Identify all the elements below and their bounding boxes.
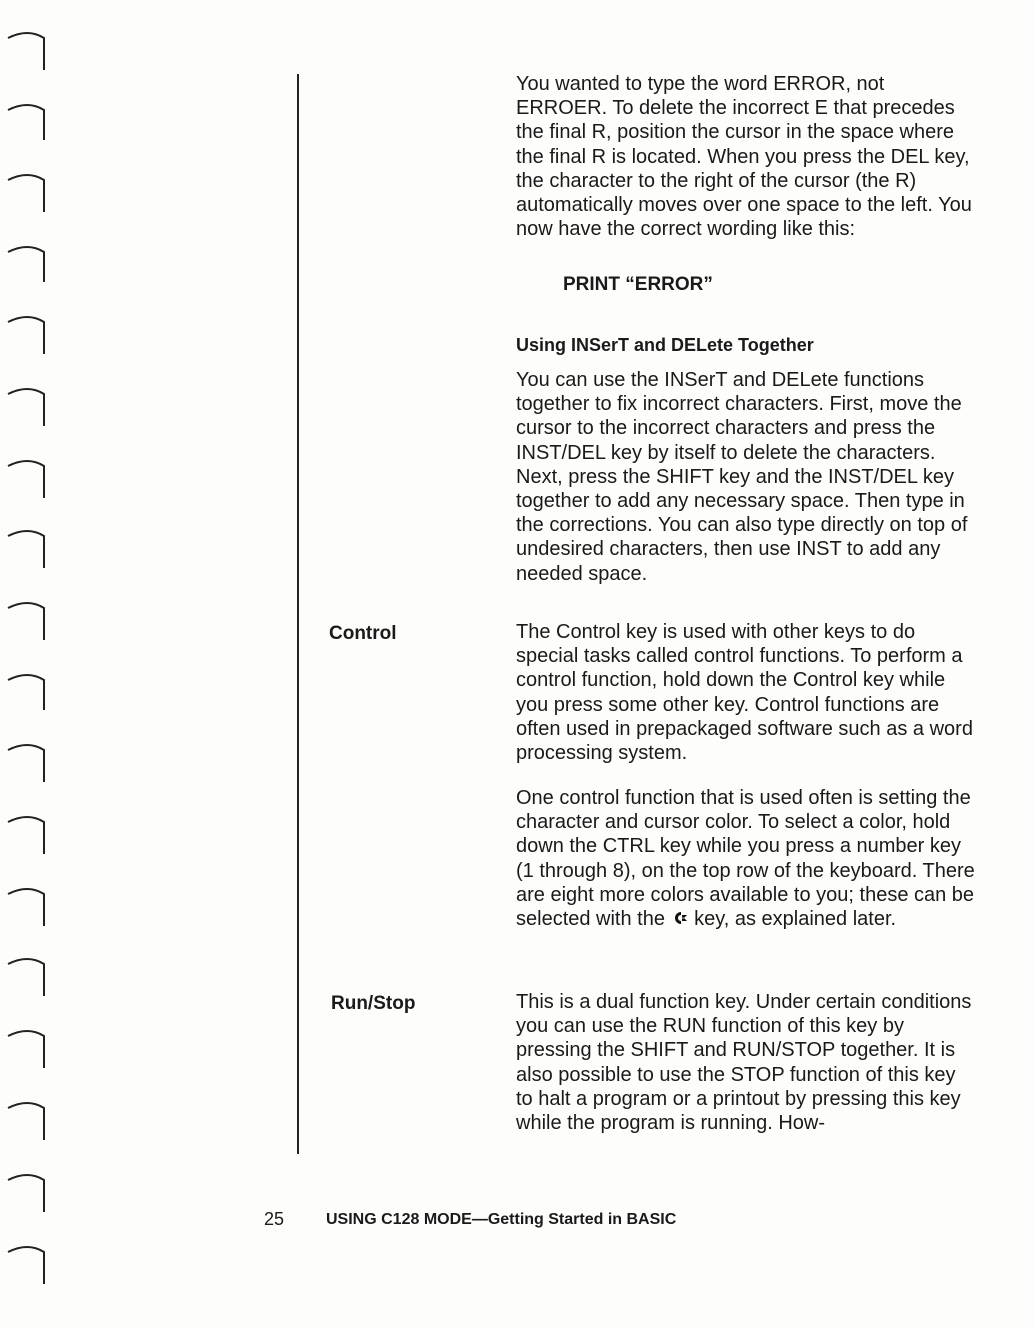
- subheading-insert-delete: Using INSerT and DELete Together: [516, 335, 814, 355]
- paragraph-text-before: One control function that is used often is setting the character and cursor color. To select a color, hold down the CTRL key while you press a number key (1 through 8), on the top row of the keyboard. There are eight more colors available to you; these can be selected with the: [516, 787, 975, 931]
- vertical-rule: [297, 74, 299, 1154]
- section-heading-run-stop: Run/Stop: [331, 993, 416, 1014]
- paragraph-text: You can use the INSerT and DELete functions together to fix incorrect characters. First, move the cursor to the incorrect characters and press the INST/DEL key by itself to delete the characters. Next, press the SHIFT key and the INST/DEL key together to add any necessary space. Then type in the corrections. You can also type directly on top of undesired characters, then use INST to add any needed space.: [516, 369, 968, 585]
- section-heading-control: Control: [329, 623, 397, 644]
- paragraph-control-2: [516, 786, 976, 931]
- paragraph-delete-example: [516, 72, 976, 241]
- page-number: 25: [264, 1209, 285, 1229]
- paragraph-text: You wanted to type the word ERROR, not ERROER. To delete the incorrect E that precedes the final R, position the cursor in the space where the final R is located. When you press the DEL key, the character to the right of the cursor (the R) automatically moves over one space to the left. You now have the correct wording like this:: [516, 73, 972, 241]
- paragraph-text: This is a dual function key. Under certain conditions you can use the RUN function of this key by pressing the SHIFT and RUN/STOP together. It is also possible to use the STOP function of this key to halt a program or a printout by pressing this key while the program is running. How-: [516, 991, 972, 1135]
- code-example: PRINT “ERROR”: [563, 274, 713, 295]
- running-footer: USING C128 MODE—Getting Started in BASIC: [326, 1211, 677, 1228]
- paragraph-control-1: [516, 620, 976, 765]
- paragraph-text: The Control key is used with other keys to do special tasks called control functions. To perform a control function, hold down the Control key while you press some other key. Control functions are often used in prepackaged software such as a word processing system.: [516, 621, 973, 765]
- paragraph-text: [516, 786, 976, 931]
- spiral-binding: [0, 20, 70, 1310]
- paragraph-run-stop: [516, 990, 976, 1135]
- binding-rings-icon: [0, 20, 70, 1310]
- commodore-logo-icon: [672, 910, 688, 926]
- paragraph-insert-delete: [516, 368, 976, 586]
- paragraph-text-after: key, as explained later.: [694, 908, 897, 931]
